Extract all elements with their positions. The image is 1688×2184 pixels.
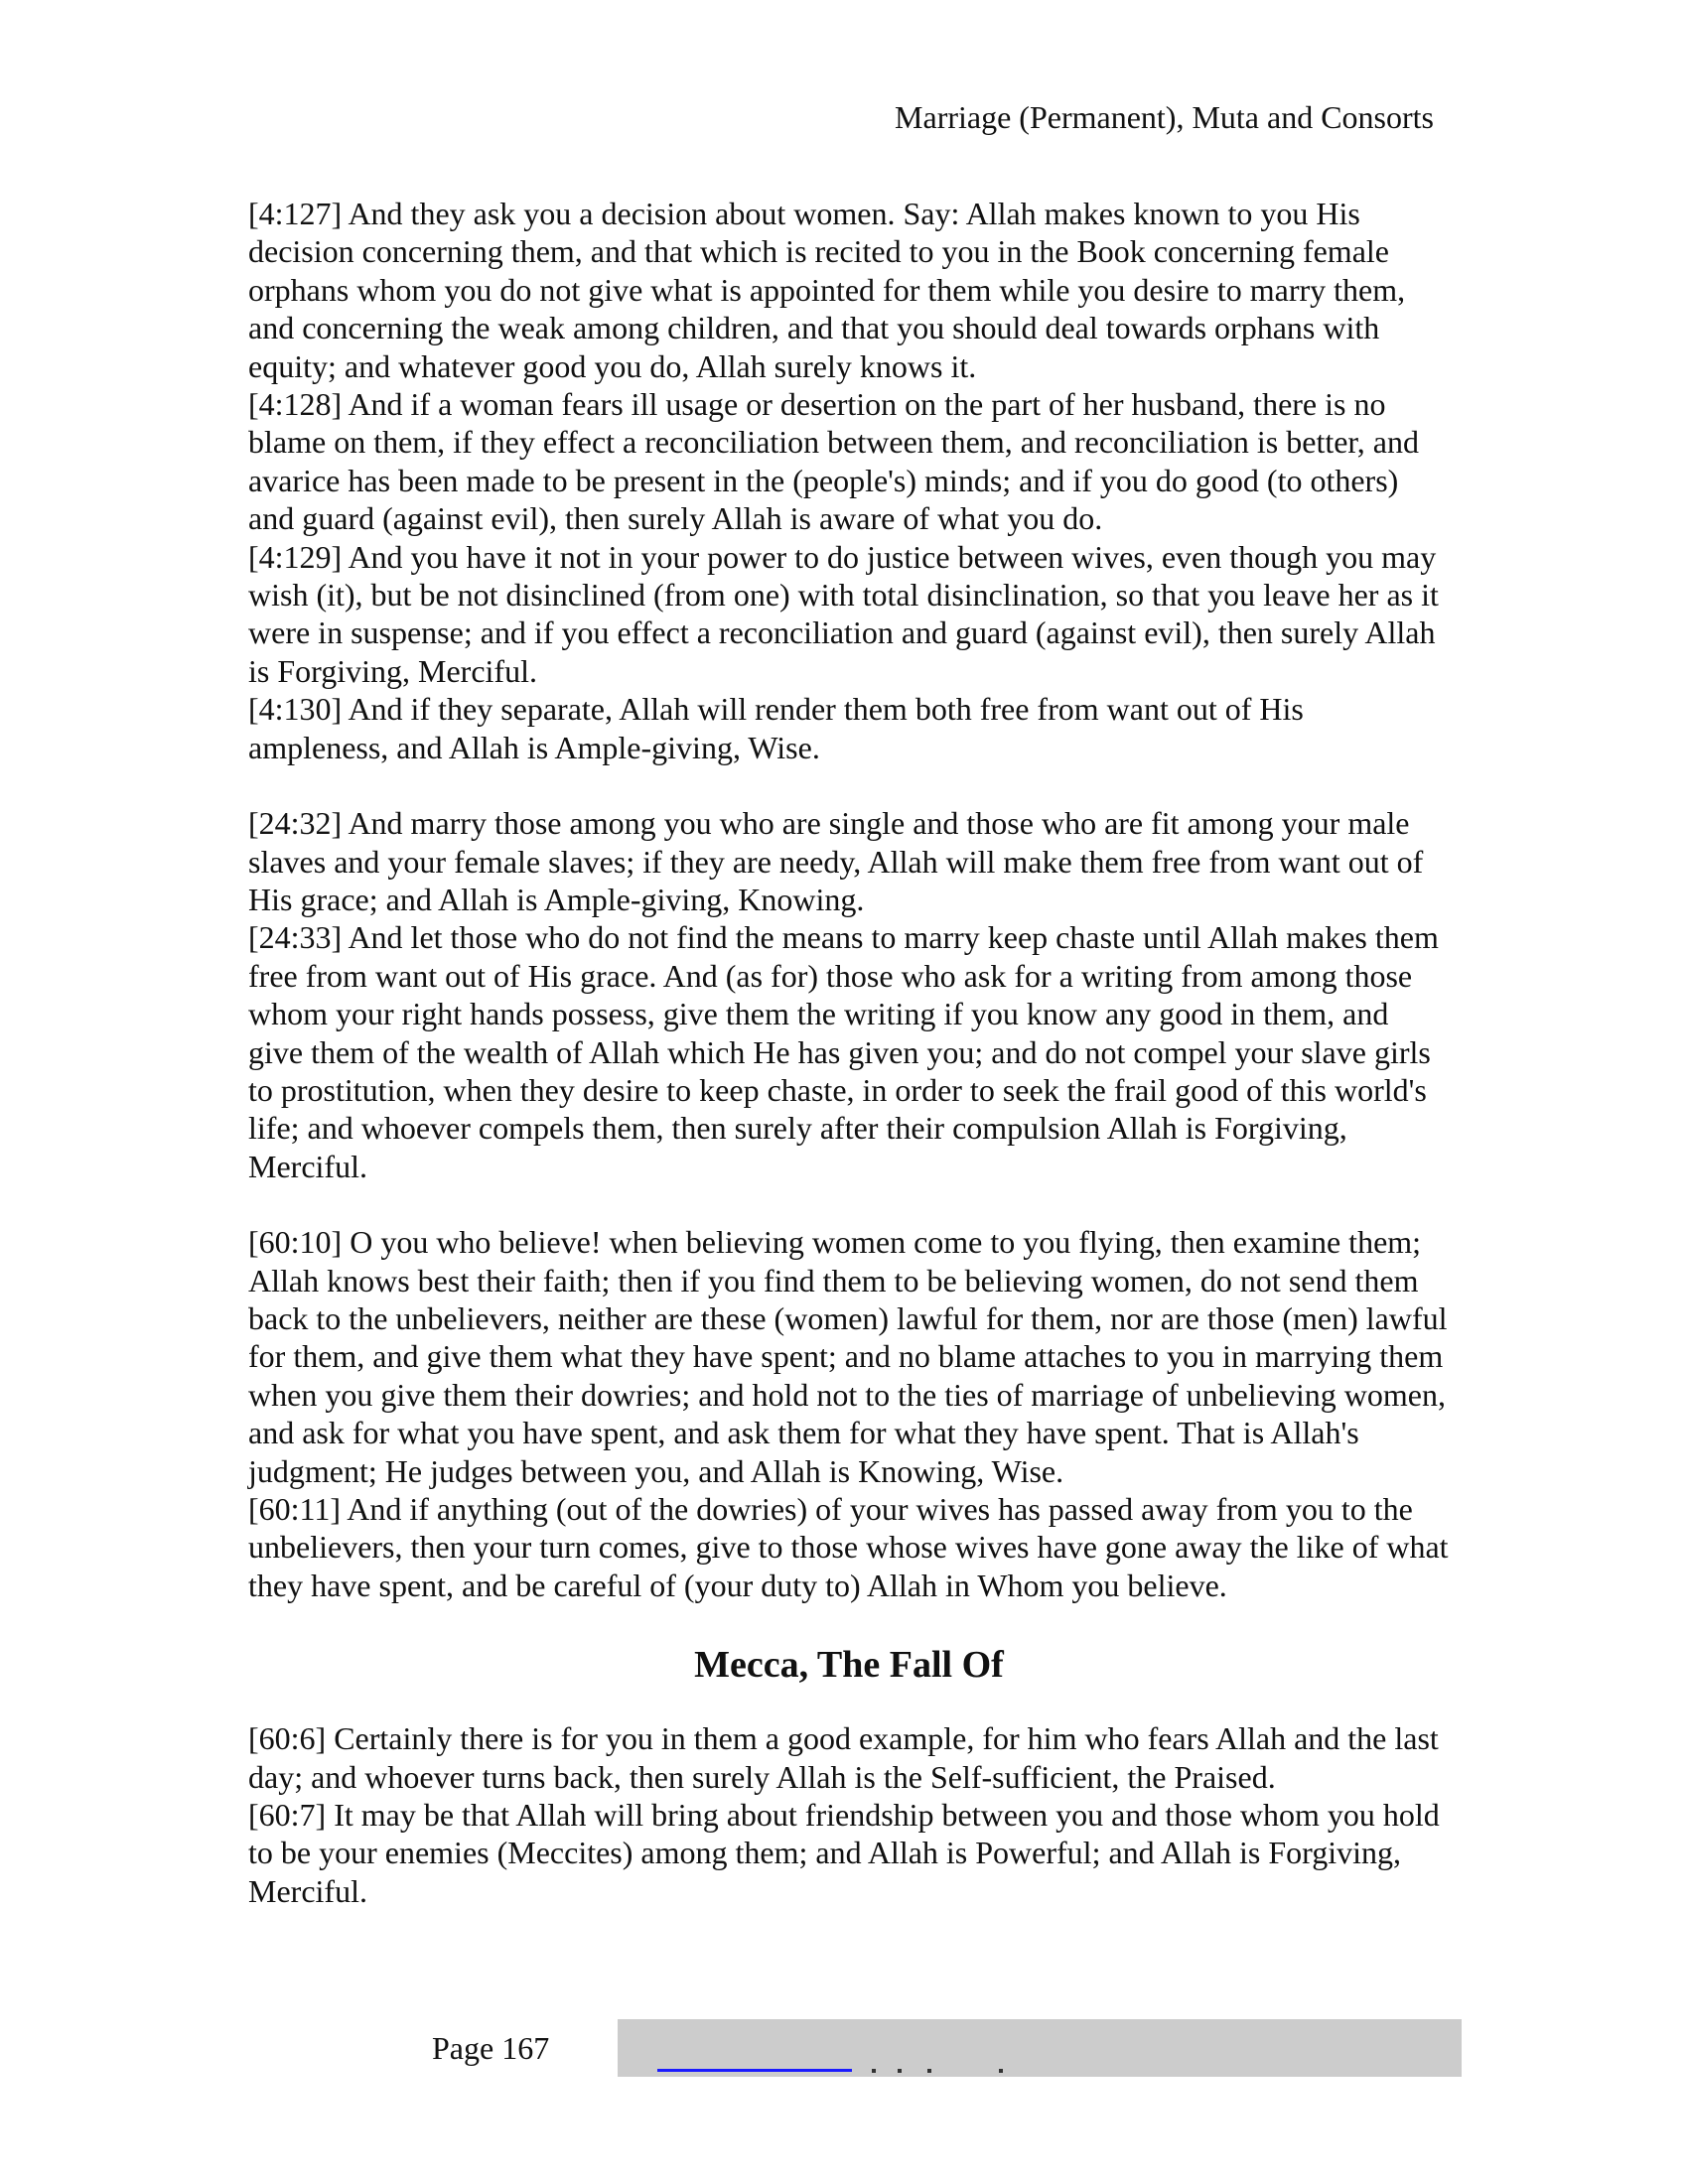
footer-glyph-fragment	[999, 2069, 1003, 2073]
verse-24-33: [24:33] And let those who do not find the means to marry keep chaste until Allah makes them free from want out of His grace. And (as for) those who ask for a writing from among those whom your right hands possess, give them the writing if you know any good in them, and give them of the wealth of Allah which He has given you; and do not compel your slave girls to prostitution, when they desire to keep chaste, in order to seek the frail good of this world's life; and whoever compels them, then surely after their compulsion Allah is Forgiving, Merciful.	[248, 919, 1439, 1184]
page-number: Page 167	[432, 2030, 550, 2066]
verse-4-129: [4:129] And you have it not in your power to do justice between wives, even though you may wish (it), but be not disinclined (from one) with total disinclination, so that you leave her as it were in suspense; and if you effect a reconciliation and guard (against evil), then surely Allah is Forgiving, Merciful.	[248, 538, 1439, 689]
section-heading: Mecca, The Fall Of	[694, 1644, 1004, 1687]
footer-banner	[618, 2019, 1462, 2077]
footer-glyph-fragment	[898, 2069, 902, 2073]
verse-60-6: [60:6] Certainly there is for you in them a good example, for him who fears Allah and the last day; and whoever turns back, then surely Allah is the Self-sufficient, the Praised.	[248, 1720, 1439, 1795]
verse-60-10: [60:10] O you who believe! when believing women come to you flying, then examine them; Allah knows best their faith; then if you find them to be believing women, do not send them back to the unbelievers, neither are these (women) lawful for them, nor are those (men) lawful for them, and give them what they have spent; and no blame attaches to you in marrying them when you give them their dowries; and hold not to the ties of marriage of unbelieving women, and ask for what you have spent, and ask them for what they have spent. That is Allah's judgment; He judges between you, and Allah is Knowing, Wise.	[248, 1224, 1448, 1489]
verse-4-128: [4:128] And if a woman fears ill usage or desertion on the part of her husband, there is no blame on them, if they effect a reconciliation between them, and reconciliation is better, and avarice has been made to be present in the (people's) minds; and if you do good (to others) and guard (against evil), then surely Allah is aware of what you do.	[248, 386, 1419, 537]
verse-4-127: [4:127] And they ask you a decision about women. Say: Allah makes known to you His decision concerning them, and that which is recited to you in the Book concerning female orphans whom you do not give what is appointed for them while you desire to marry them, and concerning the weak among children, and that you should deal towards orphans with equity; and whatever good you do, Allah surely knows it.	[248, 196, 1406, 384]
verse-group-2	[248, 804, 1450, 1185]
footer-glyph-fragment	[872, 2069, 876, 2073]
verse-60-7: [60:7] It may be that Allah will bring about friendship between you and those whom you hold to be your enemies (Meccites) among them; and Allah is Powerful; and Allah is Forgiving, Merciful.	[248, 1797, 1440, 1909]
verse-4-130: [4:130] And if they separate, Allah will render them both free from want out of His ampleness, and Allah is Ample-giving, Wise.	[248, 691, 1304, 765]
running-header: Marriage (Permanent), Muta and Consorts	[895, 99, 1434, 135]
verse-group-4	[248, 1719, 1450, 1910]
footer-link-underline[interactable]	[657, 2069, 852, 2072]
page-body	[248, 195, 1450, 1948]
verse-group-1	[248, 195, 1450, 766]
verse-24-32: [24:32] And marry those among you who are single and those who are fit among your male slaves and your female slaves; if they are needy, Allah will make them free from want out of His grace; and Allah is Ample-giving, Knowing.	[248, 805, 1424, 917]
verse-group-3	[248, 1223, 1450, 1604]
footer-glyph-fragment	[927, 2069, 931, 2073]
verse-60-11: [60:11] And if anything (out of the dowries) of your wives has passed away from you to the unbelievers, then your turn comes, give to those whose wives have gone away the like of what they have spent, and be careful of (your duty to) Allah in Whom you believe.	[248, 1491, 1449, 1603]
